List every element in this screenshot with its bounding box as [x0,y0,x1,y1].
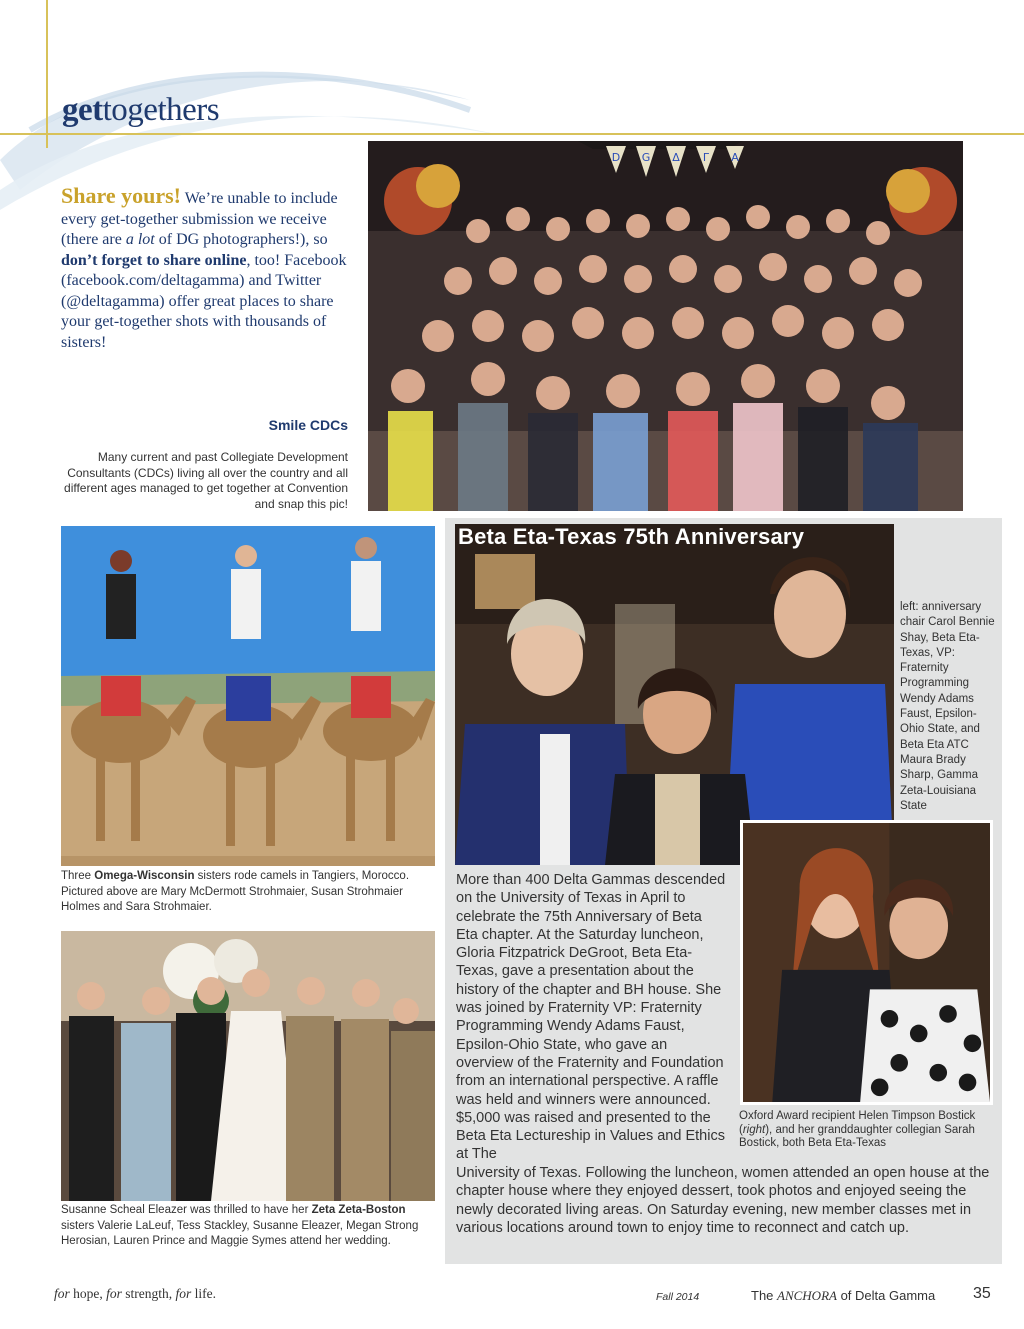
banner-letter: A [731,151,739,164]
oxford-award-photo [740,820,993,1105]
anniversary-trio-photo [455,524,894,865]
margin-rule-vertical [46,0,48,148]
beta-eta-title: Beta Eta-Texas 75th Anniversary [458,524,805,549]
cdc-caption: Many current and past Collegiate Development Consultants (CDCs) living all over the country and all different ages managed to get together at Convention and snap this pic! [64,450,348,511]
camels-photo [61,526,435,866]
footer-publication: The ANCHORA of Delta Gamma [751,1288,936,1303]
anniversary-trio-caption: left: anniversary chair Carol Bennie Shay, Beta Eta-Texas, VP: Fraternity Programming Wendy Adams Faust, Epsilon-Ohio State, and Beta Eta ATC Maura Brady Sharp, Gamma Zeta-Louisiana State [900,601,995,812]
cdc-group-photo [368,141,963,511]
wedding-caption: Susanne Scheal Eleazer was thrilled to have her Zeta Zeta-Boston sisters Valerie LaLeuf, Tess Stackley, Susanne Eleazer, Megan Strong Herosian, Lauren Prince and Maggie Symes attend her wedding. [61,1204,419,1247]
oxford-award-caption: Oxford Award recipient Helen Timpson Bostick (right), and her granddaughter collegian Sarah Bostick, both Beta Eta-Texas [739,1110,976,1149]
footer-season: Fall 2014 [656,1291,700,1303]
cdc-caption-title: Smile CDCs [268,417,348,433]
share-yours-heading: Share yours! [61,183,181,208]
header-rule [0,133,1024,135]
banner-letter: D [611,151,621,164]
footer-motto: for hope, for strength, for life. [54,1286,217,1301]
share-yours-blurb: Share yours! We’re unable to include every get-together submission we receive (there are a lot of DG photographers!), so don’t forget to share online, too! Facebook (facebook.com/deltagamma) and Twitter (@deltagamma) offer great places to share your get-together shots with thousands of sisters! [61,183,347,351]
beta-eta-body-narrow: More than 400 Delta Gammas descended on the University of Texas in April to celebrate the 75th Anniversary of Beta Eta chapter. At the Saturday luncheon, Gloria Fitzpatrick DeGroot, Beta Eta-Texas, gave a presentation about the history of the chapter and BH house. She was joined by Fraternity VP: Fraternity Programming Wendy Adams Faust, Epsilon-Ohio State, who gave an overview of the Fraternity and Foundation from an international perspective. A raffle was held and winners were announced. $5,000 was raised and presented to the Beta Eta Lectureship in Values and Ethics at The [456,872,726,1163]
banner-letter: G [641,151,651,164]
camels-caption: Three Omega-Wisconsin sisters rode camels in Tangiers, Morocco. Pictured above are Mary McDermott Strohmaier, Susan Strohmaier Holmes and Sara Strohmaier. [61,870,410,913]
banner-letter: Γ [702,151,710,164]
page-number: 35 [973,1285,991,1302]
section-title: gettogethers [62,92,220,128]
banner-letter: Δ [672,151,680,164]
wedding-photo [61,931,435,1201]
beta-eta-body-wide: University of Texas. Following the luncheon, women attended an open house at the chapter house where they enjoyed dessert, took photos and enjoyed seeing the newly decorated living areas. On Saturday evening, new member classes met in various locations around town to enjoy time to reconnect and catch up. [456,1165,990,1236]
